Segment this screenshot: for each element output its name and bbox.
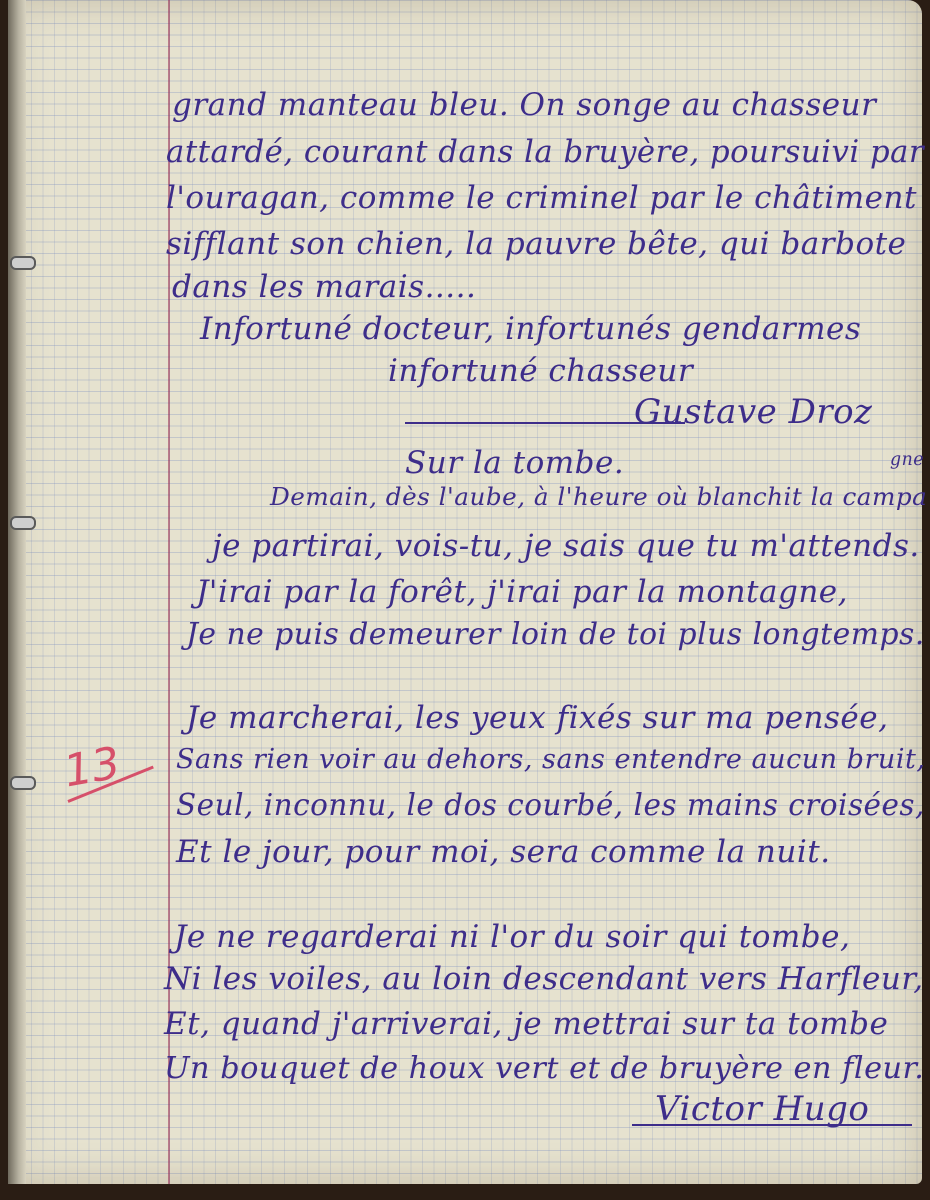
poem-title: Sur la tombe.	[405, 445, 625, 481]
poem-line: Ni les voiles, au loin descendant vers Harfleur,	[164, 961, 924, 997]
poem-line: Et, quand j'arriverai, je mettrai sur ta tombe	[164, 1006, 889, 1042]
author-signature: Victor Hugo	[655, 1089, 870, 1129]
poem-line: Sans rien voir au dehors, sans entendre aucun bruit,	[176, 744, 926, 775]
prose-line: grand manteau bleu. On songe au chasseur	[172, 87, 877, 123]
poem-line: Et le jour, pour moi, sera comme la nuit.	[176, 834, 831, 870]
poem-line: Demain, dès l'aube, à l'heure où blanchit la campa	[270, 482, 928, 511]
staple	[10, 256, 36, 270]
corner-fragment: gne	[890, 450, 925, 470]
staple	[10, 776, 36, 790]
poem-line: je partirai, vois-tu, je sais que tu m'attends.	[212, 528, 920, 564]
poem-line: Je ne regarderai ni l'or du soir qui tombe,	[174, 919, 851, 955]
prose-line: attardé, courant dans la bruyère, poursuivi par	[166, 134, 925, 170]
poem-line: J'irai par la forêt, j'irai par la montagne,	[196, 574, 848, 610]
author-signature: Gustave Droz	[634, 392, 873, 432]
refrain-line: Infortuné docteur, infortunés gendarmes	[200, 311, 862, 347]
prose-line: dans les marais.....	[172, 269, 477, 305]
poem-line: Seul, inconnu, le dos courbé, les mains croisées,	[176, 788, 925, 822]
prose-line: l'ouragan, comme le criminel par le châtiment	[166, 180, 917, 216]
margin-page-number: 13	[59, 737, 125, 798]
notebook-spine	[8, 0, 26, 1184]
refrain-line: infortuné chasseur	[388, 353, 694, 389]
poem-line: Je ne puis demeurer loin de toi plus longtemps.	[186, 617, 925, 652]
staple	[10, 516, 36, 530]
poem-line: Un bouquet de houx vert et de bruyère en fleur.	[164, 1051, 925, 1086]
poem-line: Je marcherai, les yeux fixés sur ma pensée,	[186, 700, 889, 736]
prose-line: sifflant son chien, la pauvre bête, qui barbote	[166, 226, 907, 262]
